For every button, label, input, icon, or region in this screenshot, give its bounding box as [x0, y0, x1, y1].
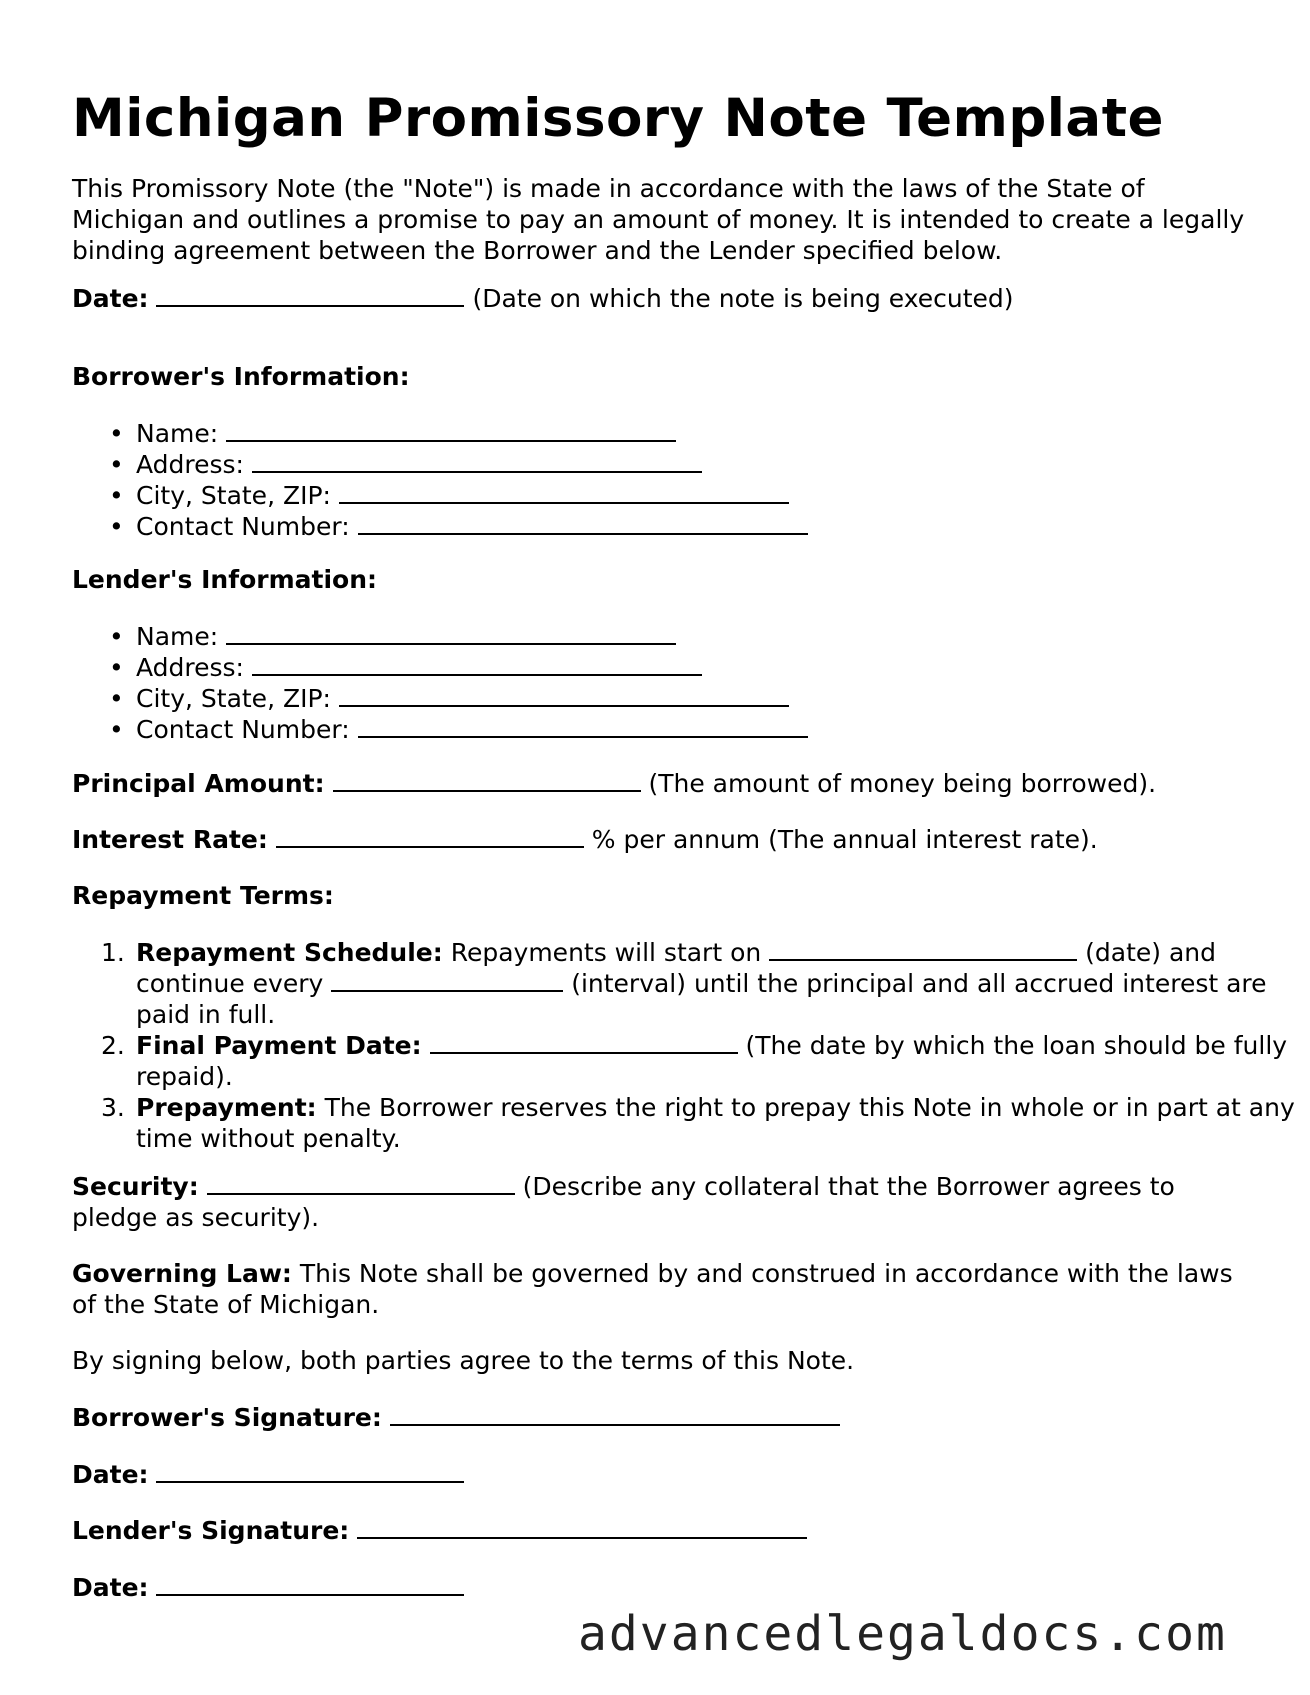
- repayment-schedule-text: (date) and continue every: [136, 938, 1216, 998]
- interest-label: Interest Rate:: [72, 825, 268, 854]
- security-blank[interactable]: [207, 1171, 515, 1195]
- prepayment-text: The Borrower reserves the right to prepay this Note in whole or in part at any time without penalty.: [136, 1093, 1295, 1153]
- lender-info-list: [72, 621, 1310, 745]
- borrower-signature-row: [72, 1402, 1252, 1433]
- borrower-contact-blank[interactable]: [358, 511, 808, 535]
- lender-date-blank[interactable]: [156, 1572, 464, 1596]
- borrower-contact-label: Contact Number:: [136, 512, 350, 541]
- principal-blank[interactable]: [333, 768, 641, 792]
- lender-address-label: Address:: [136, 653, 244, 682]
- final-payment-text: (The date by which the loan should be fully repaid).: [136, 1031, 1288, 1091]
- security-row: [72, 1171, 1252, 1233]
- list-item: [136, 449, 1310, 480]
- borrower-info-list: [72, 418, 1310, 542]
- borrower-address-blank[interactable]: [252, 449, 702, 473]
- list-item: [136, 683, 1310, 714]
- list-item: [136, 621, 1310, 652]
- page-title: Michigan Promissory Note Template: [72, 88, 1164, 149]
- borrower-city-label: City, State, ZIP:: [136, 481, 331, 510]
- watermark: advancedlegaldocs.com: [578, 1606, 1227, 1662]
- list-item: [136, 480, 1310, 511]
- lender-contact-label: Contact Number:: [136, 715, 350, 744]
- list-item: [136, 714, 1310, 745]
- list-item: [101, 937, 1310, 1030]
- borrower-date-row: [72, 1459, 1252, 1490]
- list-item: [101, 1030, 1310, 1092]
- principal-row: [72, 768, 1252, 799]
- borrower-date-blank[interactable]: [156, 1459, 464, 1483]
- interest-blank[interactable]: [276, 824, 584, 848]
- security-label: Security:: [72, 1172, 199, 1201]
- lender-date-row: [72, 1572, 1252, 1603]
- borrower-date-label: Date:: [72, 1460, 149, 1489]
- lender-contact-blank[interactable]: [358, 714, 808, 738]
- final-payment-blank[interactable]: [430, 1030, 738, 1054]
- security-hint: (Describe any collateral that the Borrower agrees to pledge as security).: [72, 1172, 1175, 1232]
- lender-address-blank[interactable]: [252, 652, 702, 676]
- list-item: [136, 418, 1310, 449]
- date-row: [72, 283, 1252, 314]
- borrower-name-blank[interactable]: [226, 418, 676, 442]
- governing-law-label: Governing Law:: [72, 1259, 292, 1288]
- borrower-address-label: Address:: [136, 450, 244, 479]
- intro-paragraph: This Promissory Note (the "Note") is made in accordance with the laws of the State of Michigan and outlines a promise to pay an amount of money. It is intended to create a legally binding agreement between the Borrower and the Lender specified below.: [72, 174, 1245, 265]
- governing-law-row: [72, 1258, 1252, 1320]
- borrower-signature-label: Borrower's Signature:: [72, 1403, 382, 1432]
- agreement-text: By signing below, both parties agree to the terms of this Note.: [72, 1346, 855, 1375]
- start-date-blank[interactable]: [769, 937, 1077, 961]
- lender-signature-blank[interactable]: [357, 1515, 807, 1539]
- lender-name-label: Name:: [136, 622, 219, 651]
- date-label: Date:: [72, 284, 149, 313]
- repayment-heading: Repayment Terms:: [72, 881, 334, 910]
- borrower-name-label: Name:: [136, 419, 219, 448]
- interest-row: [72, 824, 1252, 855]
- repayment-schedule-label: Repayment Schedule:: [136, 938, 443, 967]
- list-item: [136, 652, 1310, 683]
- lender-signature-label: Lender's Signature:: [72, 1516, 350, 1545]
- lender-date-label: Date:: [72, 1573, 149, 1602]
- list-item: [101, 1092, 1310, 1154]
- item-number: 3.: [101, 1093, 125, 1122]
- interest-hint: % per annum (The annual interest rate).: [591, 825, 1098, 854]
- lender-city-label: City, State, ZIP:: [136, 684, 331, 713]
- prepayment-label: Prepayment:: [136, 1093, 317, 1122]
- item-number: 2.: [101, 1031, 125, 1060]
- list-item: [136, 511, 1310, 542]
- lender-city-blank[interactable]: [339, 683, 789, 707]
- interval-blank[interactable]: [331, 968, 563, 992]
- final-payment-label: Final Payment Date:: [136, 1031, 422, 1060]
- date-hint: (Date on which the note is being executed): [472, 284, 1014, 313]
- repayment-terms-list: [72, 937, 1310, 1154]
- lender-signature-row: [72, 1515, 1252, 1546]
- principal-label: Principal Amount:: [72, 769, 325, 798]
- repayment-schedule-text: (interval) until the principal and all accrued interest are paid in full.: [136, 969, 1267, 1029]
- borrower-heading: Borrower's Information:: [72, 362, 410, 391]
- item-number: 1.: [101, 938, 125, 967]
- repayment-schedule-text: Repayments will start on: [450, 938, 762, 967]
- borrower-signature-blank[interactable]: [390, 1402, 840, 1426]
- lender-name-blank[interactable]: [226, 621, 676, 645]
- borrower-city-blank[interactable]: [339, 480, 789, 504]
- governing-law-text: This Note shall be governed by and construed in accordance with the laws of the State of Michigan.: [72, 1259, 1233, 1319]
- lender-heading: Lender's Information:: [72, 565, 377, 594]
- date-blank[interactable]: [156, 283, 464, 307]
- principal-hint: (The amount of money being borrowed).: [648, 769, 1157, 798]
